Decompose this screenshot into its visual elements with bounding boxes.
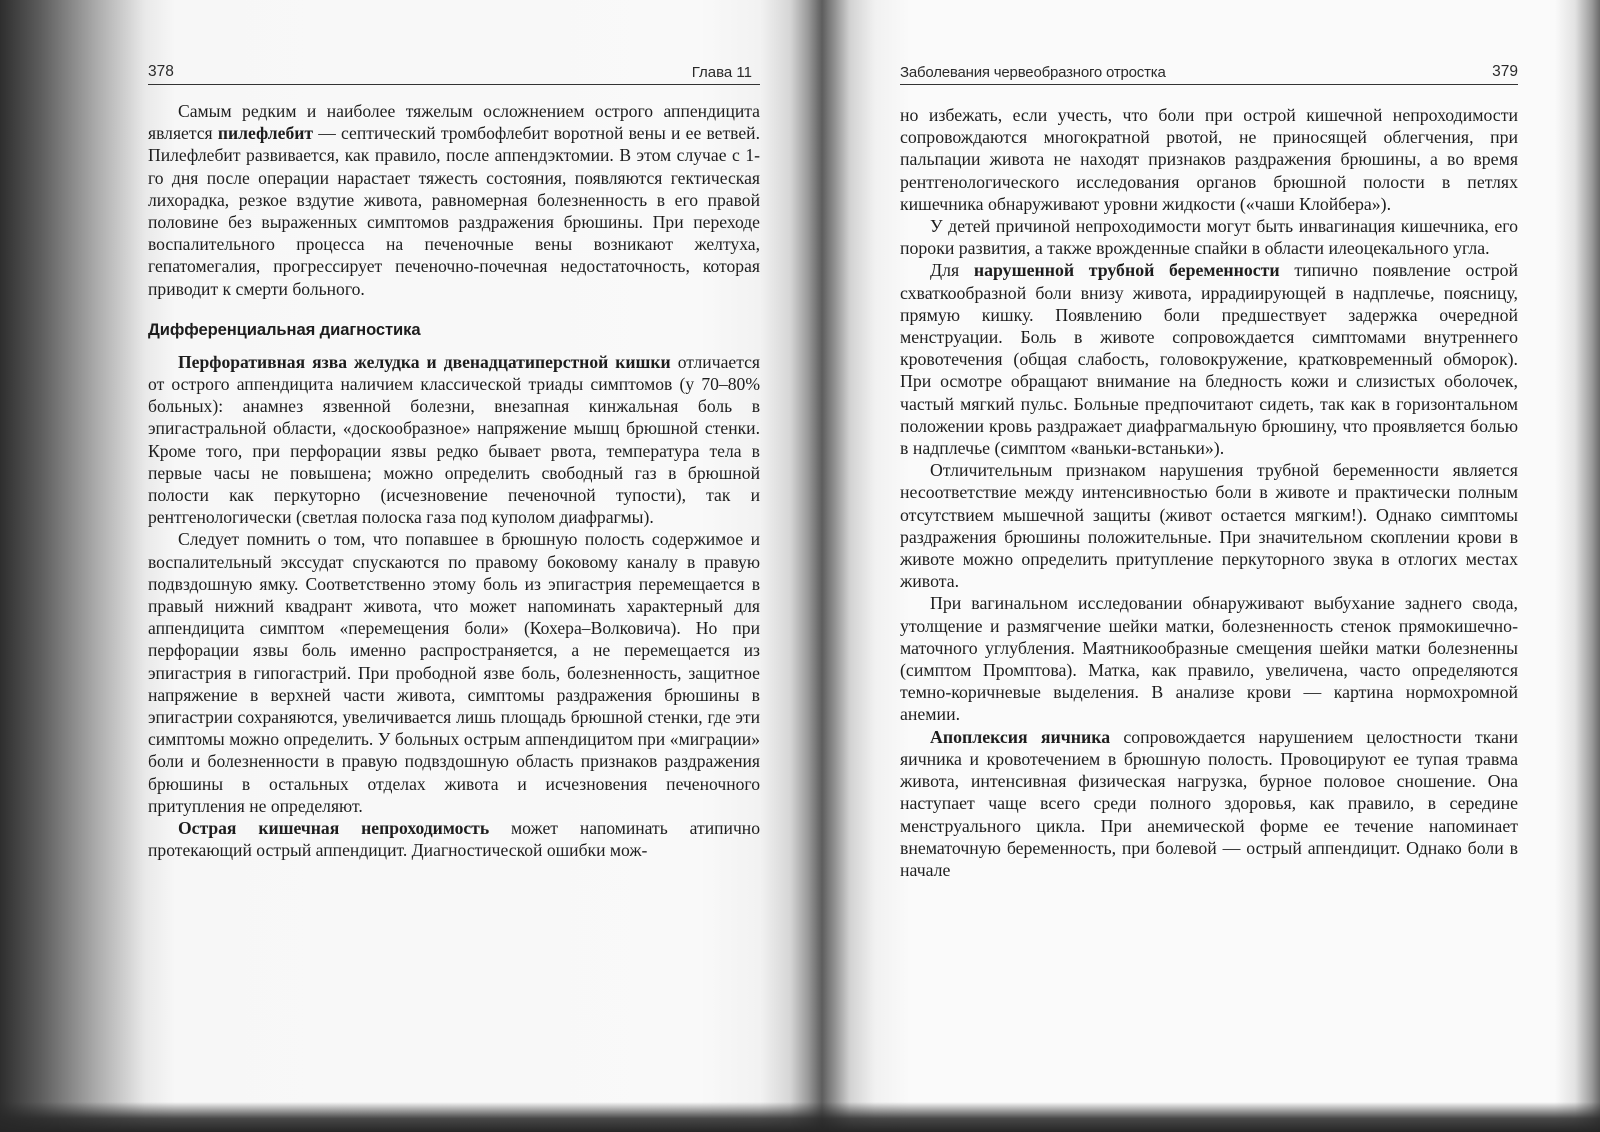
scan-shadow [0, 1102, 1600, 1132]
paragraph [148, 528, 760, 817]
text-run: При вагинальном исследовании обнаруживают выбухание заднего свода, утолщение и размягчение шейки матки, болезненность стенок прямокишечно-маточного углубления. Маятникообразные смещения шейки матки болезненны (симптом Промптова). Матка, как правило, увеличена, часто определяются темно-коричневые выделения. В анализе крови — картина нормохромной анемии. [900, 593, 1518, 725]
section-heading: Дифференциальная диагностика [148, 319, 421, 339]
paragraph [900, 592, 1518, 725]
text-run: Самым редким и наиболее тяжелым осложнением острого аппендицита является [148, 101, 760, 144]
page-number: 379 [1492, 63, 1518, 80]
paragraph [900, 259, 1518, 459]
text-run: Для [930, 260, 974, 281]
text-run: У детей причиной непроходимости могут быть инвагинация кишечника, его пороки развития, а также врожденные спайки в области илеоцекального угла. [900, 216, 1518, 259]
running-head-right [900, 62, 1518, 85]
bold-term: Апоплексия яичника [930, 726, 1111, 747]
page-number: 378 [148, 63, 174, 80]
text-run: типично появление острой схваткообразной боли внизу живота, иррадиирующей в надплечье, поясницу, прямую кишку. Появлению боли предшествует задержка очередной менструации. Боль в животе сопровождается симптомами внутреннего кровотечения (общая слабость, головокружение, кратковременный обморок). При осмотре обращают внимание на бледность кожи и слизистых оболочек, частый мягкий пульс. Больные предпочитают сидеть, так как в горизонтальном положении кровь раздражает диафрагмальную брюшину, что проявляется болью в надплечье (симптом «ваньки-встаньки»). [900, 260, 1518, 459]
paragraph [900, 726, 1518, 881]
paragraph [148, 351, 760, 529]
paragraph [900, 215, 1518, 259]
paragraph [900, 459, 1518, 592]
chapter-title: Глава 11 [691, 64, 752, 81]
bold-term: Острая кишечная непроходимость [178, 818, 490, 839]
left-page-body [148, 100, 760, 862]
text-run: Следует помнить о том, что попавшее в брюшную полость содержимое и воспалительный экссудат спускаются по правому боковому каналу в правую подвздошную ямку. Соответственно этому боль из эпигастрия перемещается в правый нижний квадрант живота, что может напоминать характерный для аппендицита симптом «перемещения боли» (Кохера–Волковича). Но при перфорации язвы боль именно распространяется, а не перемещается из эпигастрия в гипогастрий. При прободной язве боль, болезненность, защитное напряжение в верхней части живота, симптомы раздражения брюшины в эпигастрии сохраняются, увеличивается лишь площадь брюшной стенки, где эти симптомы можно определить. У больных острым аппендицитом при «миграции» боли и болезненности в правую подвздошную область признаков раздражения брюшины в остальных отделах живота и исчезновения печеночного притупления не определяют. [148, 529, 760, 816]
bold-term: Перфоративная язва желудка и двенадцатиперстной кишки [178, 351, 671, 372]
paragraph [148, 817, 760, 861]
bold-term: пилефлебит [217, 123, 314, 144]
text-run: отличается от острого аппендицита наличием классической триады симптомов (у 70–80% больных): анамнез язвенной болезни, внезапная кинжальная боль в эпигастральной области, «доскообразное» напряжение мышц брюшной стенки. Кроме того, при перфорации язвы редко бывает рвота, температура тела в первые часы не повышена; можно определить свободный газ в брюшной полости как перкуторно (исчезновение печеночной тупости), так и рентгенологически (светлая полоска газа под куполом диафрагмы). [148, 351, 760, 528]
text-run: сопровождается нарушением целостности ткани яичника и кровотечением в брюшную полость. Провоцируют ее тупая травма живота, интенсивная физическая нагрузка, бурное половое сношение. Она наступает чаще всего среди полного здоровья, как правило, в середине менструального цикла. При анемической форме ее течение напоминает внематочную беременность, при болевой — острый аппендицит. Однако боли в начале [900, 726, 1518, 880]
paragraph [148, 100, 760, 300]
text-run: — септический тромбофлебит воротной вены и ее ветвей. Пилефлебит развивается, как правило, после аппендэктомии. В этом случае с 1-го дня после операции нарастает тяжесть состояния, появляются гектическая лихорадка, резкое вздутие живота, равномерная болезненность в его правой половине без выраженных симптомов раздражения брюшины. При переходе воспалительного процесса на печеночные вены возникают желтуха, гепатомегалия, прогрессирует печеночно-почечная недостаточность, которая приводит к смерти больного. [148, 123, 760, 299]
text-run: Отличительным признаком нарушения трубной беременности является несоответствие между интенсивностью боли в животе и практически полным отсутствием мышечной защиты (живот остается мягким!). Однако симптомы раздражения брюшины положительные. При значительном скоплении крови в животе можно определить притупление перкуторного звука в отлогих местах живота. [900, 460, 1518, 592]
right-page-body [900, 104, 1518, 881]
bold-term: нарушенной трубной беременности [973, 260, 1280, 281]
running-head-left [148, 62, 760, 85]
text-run: может напоминать атипично протекающий острый аппендицит. Диагностической ошибки мож- [148, 818, 761, 861]
paragraph [900, 104, 1518, 215]
text-run: но избежать, если учесть, что боли при острой кишечной непроходимости сопровождаются многократной рвотой, не приносящей облегчения, при пальпации живота не находят признаков раздражения брюшины, а во время рентгенологического исследования органов брюшной полости в петлях кишечника обнаруживают уровни жидкости («чаши Клойбера»). [900, 105, 1518, 214]
section-title: Заболевания червеобразного отростка [900, 64, 1166, 81]
